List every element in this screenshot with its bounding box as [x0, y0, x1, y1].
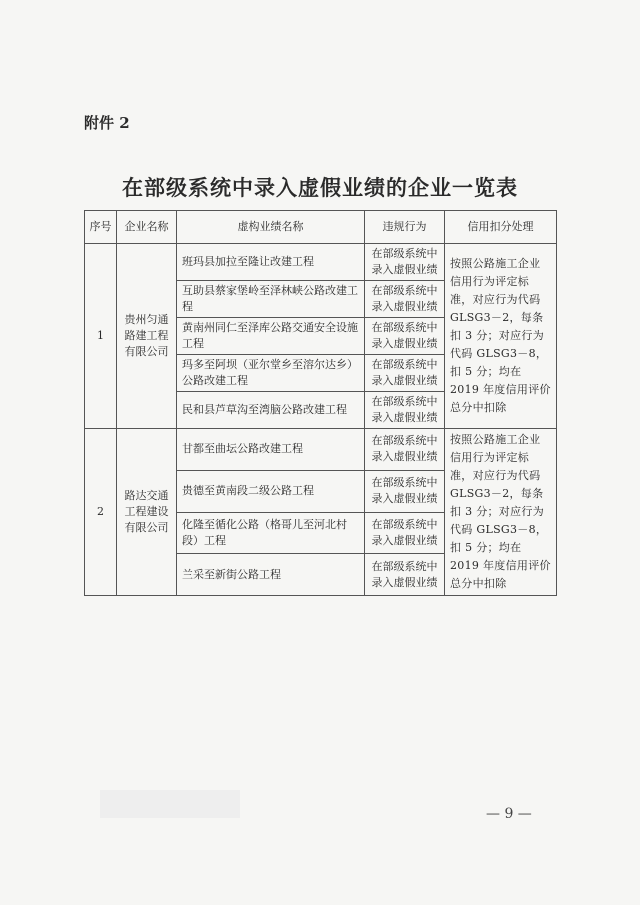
violation: 在部级系统中录入虚假业绩	[365, 392, 445, 429]
violation: 在部级系统中录入虚假业绩	[365, 554, 445, 596]
table-row	[85, 429, 557, 471]
header-violation: 违规行为	[365, 211, 445, 244]
enterprise-table	[84, 210, 557, 596]
project-name: 贵德至黄南段二级公路工程	[177, 470, 365, 512]
project-name: 黄南州同仁至泽库公路交通安全设施工程	[177, 318, 365, 355]
violation: 在部级系统中录入虚假业绩	[365, 355, 445, 392]
project-name: 班玛县加拉至隆让改建工程	[177, 244, 365, 281]
company-name: 路达交通工程建设有限公司	[117, 429, 177, 596]
header-penalty: 信用扣分处理	[445, 211, 557, 244]
project-name: 民和县芦草沟至湾脑公路改建工程	[177, 392, 365, 429]
violation: 在部级系统中录入虚假业绩	[365, 244, 445, 281]
row-number: 1	[85, 244, 117, 429]
header-no: 序号	[85, 211, 117, 244]
project-name: 兰采至新街公路工程	[177, 554, 365, 596]
violation: 在部级系统中录入虚假业绩	[365, 470, 445, 512]
page-number: — 9 —	[486, 806, 532, 822]
penalty: 按照公路施工企业信用行为评定标准，对应行为代码 GLSG3－2，每条扣 3 分；对应行为代码 GLSG3－8，扣 5 分；均在 2019 年度信用评价总分中扣除	[445, 244, 557, 429]
penalty: 按照公路施工企业信用行为评定标准，对应行为代码 GLSG3－2，每条扣 3 分；对应行为代码 GLSG3－8，扣 5 分；均在 2019 年度信用评价总分中扣除	[445, 429, 557, 596]
faded-stamp-mark	[100, 790, 240, 818]
header-project: 虚构业绩名称	[177, 211, 365, 244]
company-name: 贵州匀通路建工程有限公司	[117, 244, 177, 429]
project-name: 化隆至循化公路（格哥儿至河北村段）工程	[177, 512, 365, 554]
header-company: 企业名称	[117, 211, 177, 244]
row-number: 2	[85, 429, 117, 596]
violation: 在部级系统中录入虚假业绩	[365, 318, 445, 355]
violation: 在部级系统中录入虚假业绩	[365, 281, 445, 318]
project-name: 玛多至阿坝（亚尔堂乡至溶尔达乡）公路改建工程	[177, 355, 365, 392]
project-name: 甘都至曲坛公路改建工程	[177, 429, 365, 471]
project-name: 互助县蔡家堡岭至泽林峡公路改建工程	[177, 281, 365, 318]
violation: 在部级系统中录入虚假业绩	[365, 512, 445, 554]
attachment-label: 附件 2	[84, 114, 130, 132]
violation: 在部级系统中录入虚假业绩	[365, 429, 445, 471]
table-header-row	[85, 211, 557, 244]
document-title: 在部级系统中录入虚假业绩的企业一览表	[122, 175, 518, 200]
table-row	[85, 244, 557, 281]
